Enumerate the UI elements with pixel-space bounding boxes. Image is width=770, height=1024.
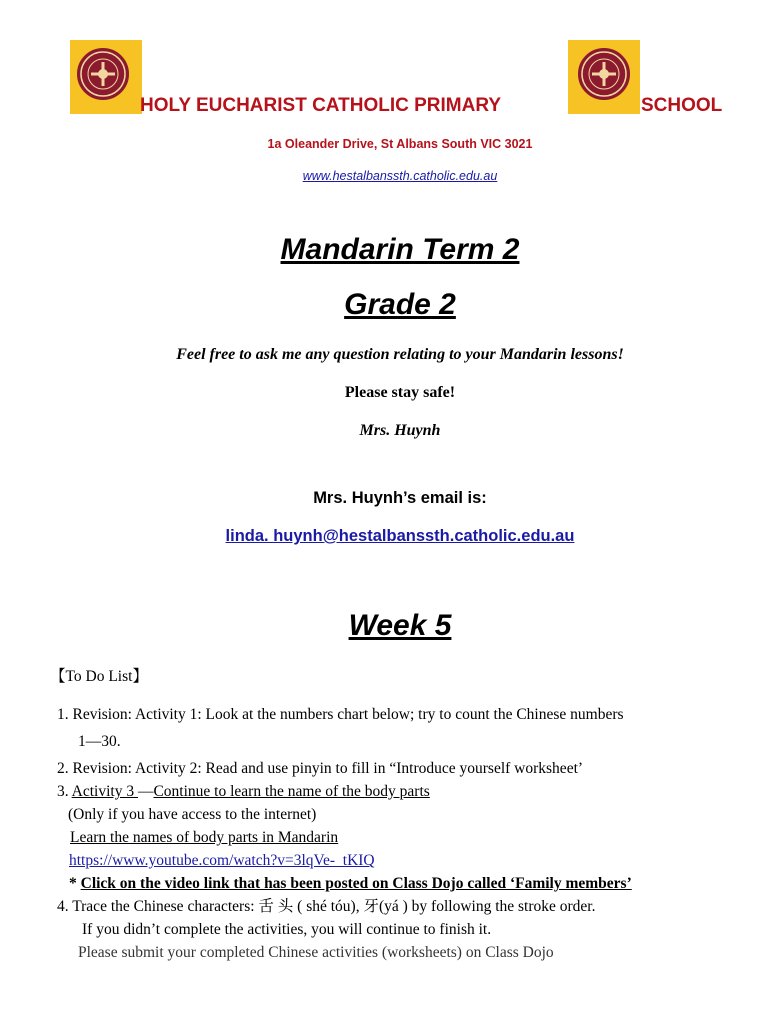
- school-logo-left: [70, 40, 142, 114]
- todo-item-1-cont: 1—30.: [78, 733, 121, 750]
- school-website-link[interactable]: www.hestalbanssth.catholic.edu.au: [302, 169, 498, 183]
- todo-item-1: 1. Revision: Activity 1: Look at the numbers chart below; try to count the Chinese numbers: [57, 706, 624, 723]
- week-title: Week 5: [348, 609, 452, 642]
- school-logo-right: [568, 40, 640, 114]
- asterisk: *: [69, 875, 81, 892]
- todo-item-2: 2. Revision: Activity 2: Read and use pinyin to fill in “Introduce yourself worksheet’: [57, 760, 584, 777]
- todo-item-3-number: 3.: [57, 783, 72, 800]
- grade-title: Grade 2: [344, 288, 456, 321]
- school-crest-icon: [568, 40, 640, 114]
- todo-heading: 【To Do List】: [50, 668, 148, 685]
- activity-3-label: Activity 3: [71, 783, 138, 800]
- intro-text: Feel free to ask me any question relating to your Mandarin lessons!: [176, 346, 624, 363]
- activity-3-description: Continue to learn the name of the body parts: [153, 783, 430, 800]
- submit-instruction: Please submit your completed Chinese activities (worksheets) on Class Dojo: [78, 944, 554, 961]
- youtube-link[interactable]: https://www.youtube.com/watch?v=3lqVe-_tKIQ: [69, 852, 375, 869]
- todo-item-4: 4. Trace the Chinese characters: 舌 头 ( shé tóu), 牙(yá ) by following the stroke order.: [57, 898, 596, 915]
- school-name-left: HOLY EUCHARIST CATHOLIC PRIMARY: [140, 95, 502, 116]
- internet-note: (Only if you have access to the internet): [68, 806, 317, 823]
- school-address: 1a Oleander Drive, St Albans South VIC 3021: [267, 137, 533, 151]
- todo-item-3: [57, 780, 430, 803]
- email-label: Mrs. Huynh’s email is:: [313, 489, 487, 507]
- school-crest-icon: [70, 40, 142, 114]
- teacher-signature: Mrs. Huynh: [359, 422, 441, 439]
- teacher-email-link[interactable]: linda. huynh@hestalbanssth.catholic.edu.au: [225, 527, 575, 545]
- todo-item-4-cont: If you didn’t complete the activities, you will continue to finish it.: [82, 921, 492, 938]
- body-parts-link[interactable]: Learn the names of body parts in Mandarin: [70, 829, 339, 846]
- class-dojo-note: [69, 872, 632, 895]
- stay-safe-text: Please stay safe!: [344, 384, 456, 401]
- term-title: Mandarin Term 2: [280, 233, 520, 266]
- todo-item-3-dash: —: [137, 783, 154, 800]
- school-name-right: SCHOOL: [641, 95, 723, 116]
- class-dojo-instruction: Click on the video link that has been posted on Class Dojo called ‘Family members’: [80, 875, 632, 892]
